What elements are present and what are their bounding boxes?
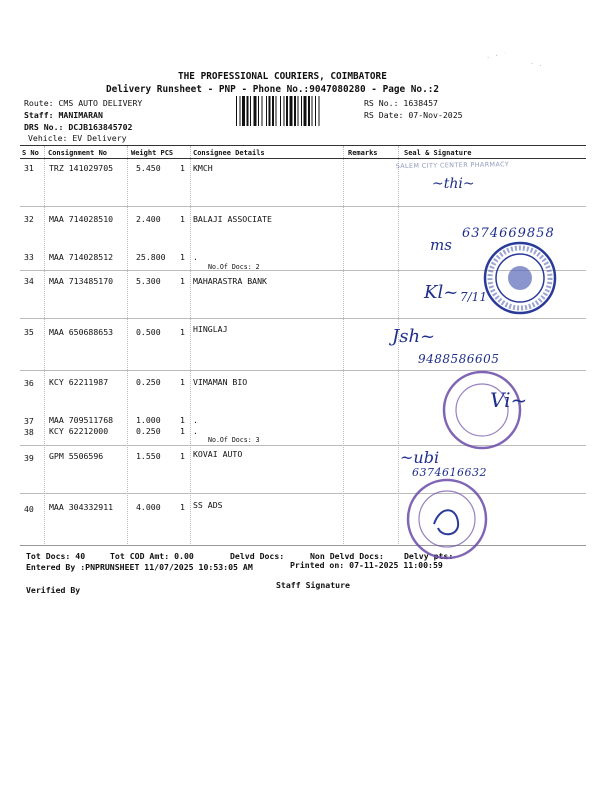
barcode-bar [276,96,277,126]
circular-seal-1 [482,240,558,316]
handwritten-signature: Jsh~ [392,326,436,347]
col-consignment: Consignment No [48,149,108,157]
handwritten-initials: ms [430,236,452,254]
row-consignment: MAA 709511768 [49,415,114,425]
barcode-bar [298,96,299,126]
handwritten-phone: 6374669858 [462,226,555,241]
row-weight: 0.250 [136,426,161,436]
docs-count-note: No.Of Docs: 2 [208,263,260,271]
row-weight: 2.400 [136,214,161,224]
row-consignee: HINGLAJ [193,324,228,334]
barcode-bar [240,96,241,126]
vehicle-label: Vehicle: EV Delivery [28,133,127,143]
row-consignment: MAA 714028512 [49,252,114,262]
row-consignee: . [193,426,198,436]
printed-on: Printed on: 07-11-2025 11:00:59 [290,560,443,570]
row-pcs: 1 [180,502,185,512]
row-weight: 4.000 [136,502,161,512]
row-pcs: 1 [180,214,185,224]
row-sno: 35 [24,327,34,337]
route-label: Route: CMS AUTO DELIVERY [24,98,143,108]
col-seal-signature: Seal & Signature [404,149,472,157]
row-divider [20,493,586,494]
row-consignment: GPM 5506596 [49,451,104,461]
row-sno: 33 [24,252,34,262]
barcode-bar [312,96,313,126]
row-sno: 34 [24,276,34,286]
row-consignee: MAHARASTRA BANK [193,276,267,286]
row-consignee: KOVAI AUTO [193,449,243,459]
col-sno: S No [22,149,39,157]
barcode-bar [319,96,320,126]
runsheet-subtitle: Delivery Runsheet - PNP - Phone No.:9047080280 - Page No.:2 [106,84,440,95]
verified-by: Verified By [26,585,81,595]
non-delivered-docs: Non Delvd Docs: [310,551,384,561]
rs-date: RS Date: 07-Nov-2025 [364,110,463,120]
signature-mark: ~thi~ [432,176,475,192]
row-weight: 1.000 [136,415,161,425]
row-consignee: BALAJI ASSOCIATE [193,214,272,224]
row-sno: 38 [24,427,34,437]
barcode-bar [266,96,267,126]
row-weight: 0.500 [136,327,161,337]
handwritten-phone: 9488586605 [418,352,500,366]
barcode-bar [258,96,259,126]
handwritten-signature: Vi~ [490,388,528,412]
staff-signature-label: Staff Signature [276,580,350,590]
barcode-bar [286,96,288,126]
barcode-bar [308,96,310,126]
barcode-bar [290,96,293,126]
docs-count-note: No.Of Docs: 3 [208,436,260,444]
drs-number: DRS No.: DCJB163845702 [24,122,133,132]
row-sno: 32 [24,214,34,224]
row-pcs: 1 [180,276,185,286]
barcode-bar [304,96,307,126]
barcode-bar [301,96,302,126]
barcode-bar [294,96,296,126]
row-consignee: SS ADS [193,500,223,510]
row-consignee: . [193,252,198,262]
row-consignment: KCY 62212000 [49,426,109,436]
barcode-bar [247,96,249,126]
row-sno: 40 [24,504,34,514]
row-consignee: KMCH [193,163,213,173]
barcode-bar [262,96,263,126]
barcode-image [236,96,360,126]
handwritten-signature: Kl~ [424,282,459,303]
handwritten-phone: 6374616632 [412,466,487,479]
col-remarks: Remarks [348,149,378,157]
barcode-bar [280,96,281,126]
col-consignee: Consignee Details [193,149,265,157]
row-pcs: 1 [180,451,185,461]
entered-by: Entered By :PNPRUNSHEET 11/07/2025 10:53:05 AM [26,562,253,572]
barcode-bar [272,96,274,126]
total-cod-amount: Tot COD Amt: 0.00 [110,551,194,561]
row-divider [20,318,586,319]
barcode-bar [315,96,316,126]
row-pcs: 1 [180,415,185,425]
row-consignee: . [193,415,198,425]
row-weight: 5.300 [136,276,161,286]
barcode-bar [254,96,257,126]
header-top-rule [20,145,586,146]
row-consignment: KCY 62211987 [49,377,109,387]
row-pcs: 1 [180,426,185,436]
barcode-bar [236,96,237,126]
row-consignment: MAA 713485170 [49,276,114,286]
pharmacy-stamp-text: SALEM CITY CENTER PHARMACY [395,160,510,171]
watermark-dots: · . [530,60,543,68]
row-weight: 0.250 [136,377,161,387]
row-consignment: MAA 304332911 [49,502,114,512]
total-docs: Tot Docs: 40 [26,551,86,561]
row-consignment: MAA 650688653 [49,327,114,337]
handwritten-signature: ~ubi [400,448,440,467]
row-pcs: 1 [180,252,185,262]
table-bottom-rule [20,545,586,546]
row-consignment: MAA 714028510 [49,214,114,224]
delivery-points: Delvy pts: [404,551,454,561]
row-pcs: 1 [180,377,185,387]
handwritten-date: 7/11 [460,290,487,304]
staff-label: Staff: MANIMARAN [24,110,103,120]
row-weight: 25.800 [136,252,166,262]
row-sno: 37 [24,416,34,426]
col-weight-pcs: Weight PCS [131,149,174,157]
row-pcs: 1 [180,163,185,173]
rs-number: RS No.: 1638457 [364,98,438,108]
company-title: THE PROFESSIONAL COURIERS, COIMBATORE [178,71,387,82]
barcode-bar [250,96,251,126]
row-pcs: 1 [180,327,185,337]
row-weight: 1.550 [136,451,161,461]
delivered-docs: Delvd Docs: [230,551,285,561]
barcode-bar [284,96,285,126]
row-consignee: VIMAMAN BIO [193,377,248,387]
row-sno: 31 [24,163,34,173]
row-weight: 5.450 [136,163,161,173]
row-sno: 36 [24,378,34,388]
circular-seal-3 [404,476,490,562]
barcode-bar [242,96,245,126]
barcode-bar [269,96,271,126]
row-consignment: TRZ 141029705 [49,163,114,173]
watermark-dots: . · ˙ [486,52,508,60]
row-sno: 39 [24,453,34,463]
